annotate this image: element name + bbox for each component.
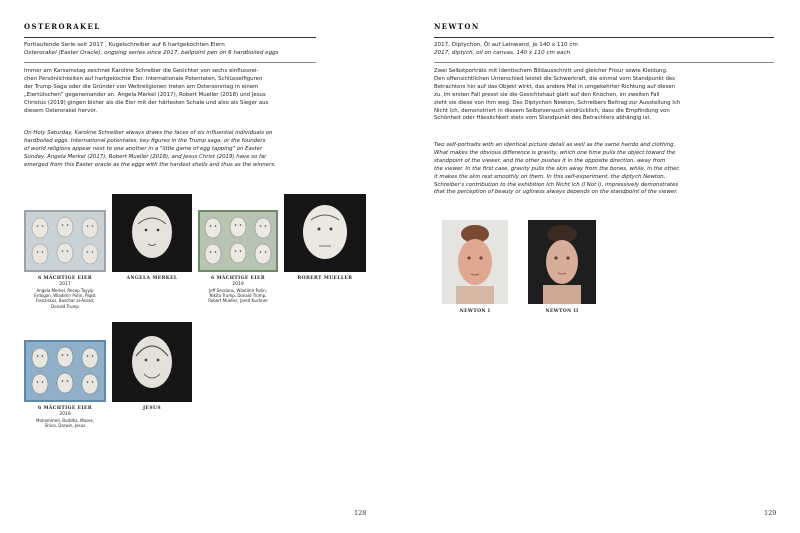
page-number-right: 129 bbox=[764, 509, 777, 517]
page-title: NEWTON bbox=[434, 22, 480, 31]
description-english: Two self-portraits with an identical picture detail as well as the same hairdo and clothing. What makes the obvious difference is gravity, which one time pulls the object toward the standpoint of the viewer, and the other pushes it in the opposite direction, away from the viewer. In the first case, gravity pulls the skin away from the bones, while, in the other, it makes the skin rest smoothly on them. In this self-experiment, the diptych Newton, Schreiber's contribution to the exhibition Ich Nicht Ich (I Not I), impressively demonstrates that the perception of beauty or ugliness always depends on the standpoint of the viewer. bbox=[434, 142, 680, 196]
right-page bbox=[400, 0, 800, 533]
newton-i-painting bbox=[442, 220, 508, 304]
meta-english: 2017, diptych, oil on canvas, 140 x 110 cm each bbox=[434, 50, 571, 56]
page-number-left: 128 bbox=[354, 509, 367, 517]
work-meta bbox=[434, 41, 774, 57]
meta-german: Fortlaufende Serie seit 2017 , Kugelschreiber auf 6 hartgekochten Eiern bbox=[24, 42, 225, 48]
page-title: OSTERORAKEL bbox=[24, 22, 101, 31]
description-german: Zwei Selbstporträts mit identischem Bildausschnitt und gleicher Frisur sowie Kleidung. Den offensichtlichen Unterschied leistet die Schwerkraft, die einmal vom Standpunkt des Betrachters hin auf das Objekt wirkt, das andere Mal in umgekehrter Richtung auf diesen zu. Im ersten Fall presst sie die Gesichtshaut glatt auf den Knochen, im zweiten Fall zieht sie diese von ihm weg. Das Diptychon Newton, Schreibers Beitrag zur Ausstellung Ich Nicht Ich, demonstriert in diesem Selbstversuch eindrücklich, dass die Empfindung von Schönheit oder Hässlichkeit stets vom Standpunkt des Betrachters abhängig ist. bbox=[434, 68, 681, 122]
meta-rule bbox=[24, 62, 316, 63]
egg-carton-photo-2017 bbox=[24, 210, 106, 272]
caption-eggs-2019-a: 6 MÄCHTIGE EIER 2019 Jeff Sessions, Wladimir Putin, Nikita Trump, Donald Trump, Robert Mueller, Jared Kushner bbox=[208, 276, 268, 304]
meta-rule bbox=[434, 62, 774, 63]
egg-carton-photo-2019 bbox=[24, 340, 106, 402]
caption-jesus: JESUS bbox=[143, 406, 161, 411]
work-meta bbox=[24, 41, 316, 57]
meta-english: Osterorakel (Easter Oracle), ongoing series since 2017, ballpoint pen on 6 hardboiled eggs bbox=[24, 50, 279, 56]
robert-mueller-egg-photo bbox=[284, 194, 366, 272]
caption-newton-i: NEWTON I bbox=[459, 309, 491, 314]
title-rule bbox=[24, 37, 316, 38]
jesus-egg-photo bbox=[112, 322, 192, 402]
angela-merkel-egg-photo bbox=[112, 194, 192, 272]
description-english: On Holy Saturday, Karoline Schreiber always draws the faces of six influential individuals on hardboiled eggs. International potentates, key figures in the Trump saga, or the founders of world religions appear next to one another in a "little game of egg tapping" on Easter Sunday. Angela Merkel (2017), Robert Mueller (2018), and Jesus Christ (2019) have so far emerged from this Easter oracle as the eggs with the hardest shells and thus as the winners. bbox=[24, 130, 276, 168]
title-rule bbox=[434, 37, 774, 38]
newton-ii-painting bbox=[528, 220, 596, 304]
caption-newton-ii: NEWTON II bbox=[545, 309, 579, 314]
caption-robert-mueller: ROBERT MUELLER bbox=[297, 276, 353, 281]
caption-eggs-2019-b: 6 MÄCHTIGE EIER 2019 Mohammed, Buddha, Moses, Shiva, Darwin, Jesus bbox=[36, 406, 94, 429]
meta-german: 2017, Diptychon, Öl auf Leinwand, je 140 x 110 cm bbox=[434, 42, 578, 48]
caption-eggs-2017: 6 MÄCHTIGE EIER 2017 Angela Merkel, Recep Tayyip Erdogan, Wladimir Putin, Papst Franziskus, Baschar al-Assad, Donald Trump bbox=[34, 276, 96, 309]
caption-angela-merkel: ANGELA MERKEL bbox=[126, 276, 178, 281]
egg-carton-photo-2018 bbox=[198, 210, 278, 272]
description-german: Immer am Karsamstag zeichnet Karoline Schreiber die Gesichter von sechs einflussrei- chen Persönlichkeiten auf hartgekochte Eier. Internationale Potentaten, Schlüsselfiguren der Trump-Saga oder die Gründer von Weltreligionen treten am Ostersonntag in einem „Eiertütschen" gegeneinander an. Angela Merkel (2017), Robert Mueller (2018) und Jesus Christus (2019) gingen bisher als die Eier mit der härtesten Schale und also als Sieger aus diesem Osterorakel hervor. bbox=[24, 68, 269, 114]
